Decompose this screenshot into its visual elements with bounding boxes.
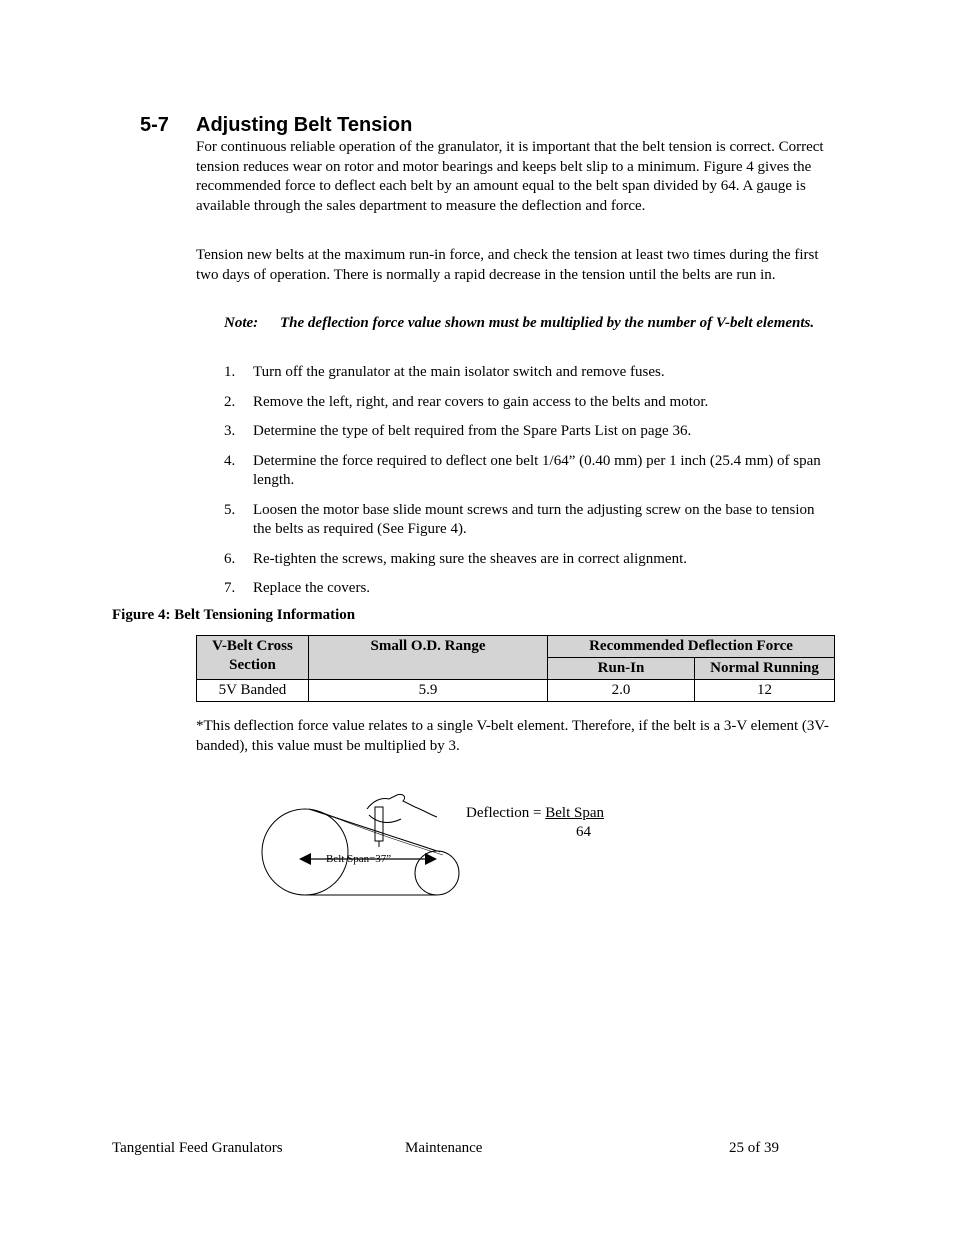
table-row <box>197 680 835 702</box>
cell-od-range: 5.9 <box>309 680 548 702</box>
list-item <box>224 550 836 570</box>
step-number: 7. <box>224 580 236 596</box>
cell-run-in: 2.0 <box>548 680 695 702</box>
step-number: 5. <box>224 501 236 518</box>
table-footnote: *This deflection force value relates to a single V-belt element. Therefore, if the belt is a 3-V element (3V-banded), this value must be multiplied by 3. <box>196 718 829 754</box>
intro-paragraph: For continuous reliable operation of the granulator, it is important that the belt tension is correct. Correct tension reduces wear on rotor and motor bearings and keeps belt slip to a minimum. Figure 4 gives the recommended force to deflect each belt by an amount equal to the belt span divided by 64. A gauge is available through the sales department to measure the deflection and force. <box>196 139 824 214</box>
belt-span-label: Belt Span=37” <box>326 853 392 865</box>
list-item <box>224 422 836 442</box>
step-text: Turn off the granulator at the main isolator switch and remove fuses. <box>253 364 665 380</box>
list-item <box>224 452 836 491</box>
header-deflection-force: Recommended Deflection Force <box>548 636 835 658</box>
footer-title: Tangential Feed Granulators <box>112 1140 283 1156</box>
step-number: 1. <box>224 364 236 380</box>
hand-icon <box>367 794 437 817</box>
tension-gauge <box>375 807 383 841</box>
formula-denominator: 64 <box>576 824 591 840</box>
formula-numerator: Belt Span <box>545 805 605 821</box>
header-od-range: Small O.D. Range <box>309 636 548 680</box>
table-header-row <box>197 636 835 658</box>
header-cross-section: V-Belt Cross Section <box>197 636 309 680</box>
step-text: Loosen the motor base slide mount screws and turn the adjusting screw on the base to tension the belts as required (See Figure 4). <box>253 501 815 537</box>
section-number: 5-7 <box>140 114 169 136</box>
note <box>224 314 834 334</box>
step-text: Remove the left, right, and rear covers to gain access to the belts and motor. <box>253 393 709 410</box>
step-number: 6. <box>224 550 236 567</box>
header-normal-running: Normal Running <box>695 658 835 680</box>
step-text: Determine the type of belt required from the Spare Parts List on page 36. <box>253 423 692 439</box>
run-in-paragraph: Tension new belts at the maximum run-in force, and check the tension at least two times during the first two days of operation. There is normally a rapid decrease in the tension until the belts are run in. <box>196 247 819 283</box>
figure-caption: Figure 4: Belt Tensioning Information <box>112 607 356 623</box>
footer-section: Maintenance <box>405 1140 483 1156</box>
step-number: 2. <box>224 393 236 410</box>
section-heading <box>140 113 412 137</box>
step-text: Determine the force required to deflect one belt 1/64” (0.40 mm) per 1 inch (25.4 mm) of span length. <box>253 452 821 488</box>
deflection-formula <box>466 804 605 840</box>
small-sheave <box>415 851 459 895</box>
footer-page-number: 25 of 39 <box>729 1140 779 1156</box>
list-item <box>224 363 836 383</box>
note-text: The deflection force value shown must be multiplied by the number of V-belt elements. <box>280 315 815 331</box>
cell-normal-running: 12 <box>695 680 835 702</box>
procedure-steps <box>224 363 836 609</box>
step-text: Re-tighten the screws, making sure the sheaves are in correct alignment. <box>253 550 688 567</box>
step-number: 3. <box>224 423 236 439</box>
header-run-in: Run-In <box>548 658 695 680</box>
belt-span-diagram <box>255 785 465 900</box>
note-label: Note: <box>224 315 259 331</box>
list-item <box>224 501 836 540</box>
belt-tension-table <box>196 635 835 702</box>
formula-lhs: Deflection = <box>466 805 546 821</box>
step-text: Replace the covers. <box>253 580 371 596</box>
large-sheave <box>262 809 348 895</box>
list-item <box>224 393 836 413</box>
cell-cross-section: 5V Banded <box>197 680 309 702</box>
section-title: Adjusting Belt Tension <box>196 114 413 136</box>
step-number: 4. <box>224 452 236 469</box>
list-item <box>224 579 836 599</box>
